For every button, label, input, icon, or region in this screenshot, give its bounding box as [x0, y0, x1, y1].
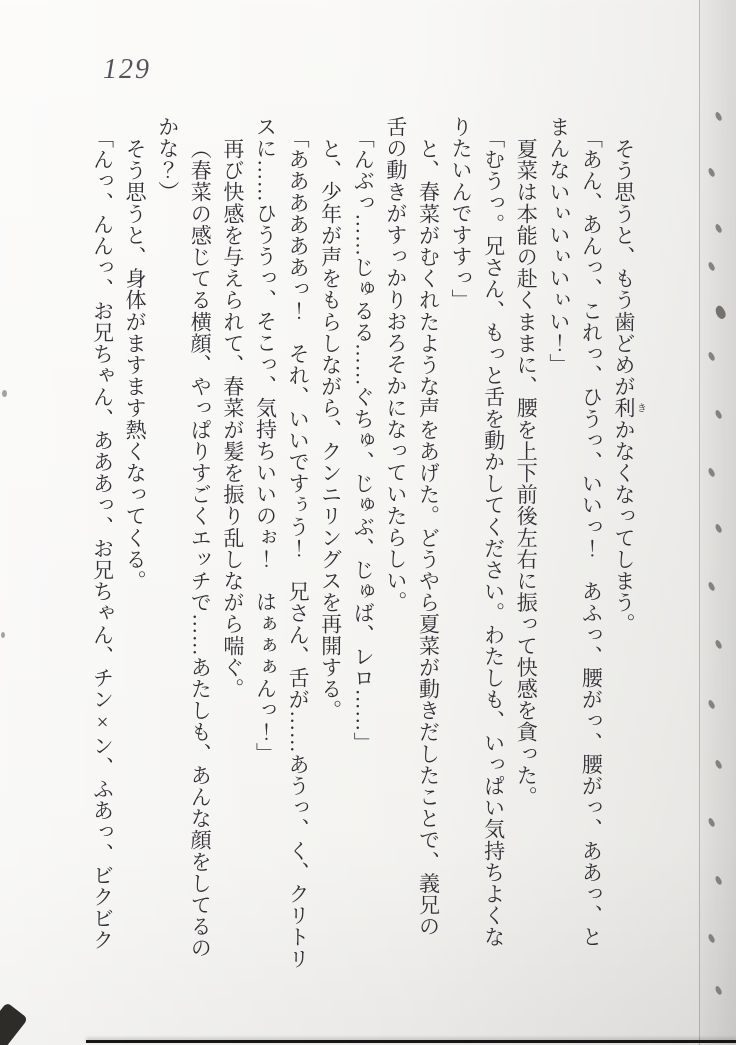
- scan-edge-tick: [714, 111, 723, 122]
- text-block: [88, 116, 645, 1031]
- scan-edge-tick: [707, 581, 716, 592]
- scan-edge-tick: [714, 523, 723, 534]
- text-column: 夏菜は本能の赴くままに、腰を上下前後左右に振って快感を貪った。: [514, 138, 539, 808]
- scan-edge-tick: [714, 639, 723, 650]
- scan-edge-tick: [707, 699, 716, 710]
- scan-edge-tick: [714, 223, 723, 234]
- scan-edge-tick: [707, 933, 716, 944]
- text-column: 「ああああああっ！ それ、いいですぅう！ 兄さん、舌が……あうっ、く、クリトリ: [286, 127, 311, 970]
- text-column: 舌の動きがすっかりおろそかになっていたらしい。: [383, 116, 408, 613]
- text-column: りたいんですすっ」: [449, 116, 474, 311]
- scan-edge-tick: [714, 875, 723, 886]
- scan-edge-tick: [707, 817, 716, 828]
- scan-corner-artifact: [0, 1002, 28, 1045]
- scan-edge-tick: [707, 351, 716, 362]
- text-column: 「あん、あんっ、これっ、ひうっ、いいっ！ あふっ、腰がっ、腰がっ、ああっ、と: [579, 127, 604, 948]
- page-number: 129: [103, 54, 151, 85]
- scan-edge-tick: [714, 759, 723, 770]
- text-column: 「んぶっ……じゅるる……ぐちゅ、じゅぶ、じゅば、レロ……」: [351, 127, 376, 754]
- scan-edge-tick: [713, 304, 727, 321]
- furigana-ruby: 利 き: [612, 397, 645, 419]
- scan-speck: [1, 632, 5, 638]
- text-column: かな？）: [155, 116, 180, 203]
- text-column: と、春菜がむくれたような声をあげた。どうやら夏菜が動きだしたことで、義兄の: [416, 138, 441, 938]
- text-column: そう思うと、もう歯どめが利 きかなくなってしまう。: [612, 138, 645, 635]
- scan-edge-tick: [707, 167, 716, 178]
- text-column: 「むうっ。兄さん、もっと舌を動かしてください。わたしも、いっぱい気持ちよくな: [481, 127, 506, 948]
- text-column: まんないぃいぃいぃい！」: [546, 116, 571, 376]
- text-column: と、少年が声をもらしながら、クンニリングスを再開する。: [318, 138, 343, 722]
- scan-bottom-edge-line: [86, 1040, 736, 1043]
- text-column: （春菜の感じてる横顔、やっぱりすごくエッチで……あたしも、あんな顔をしてるの: [188, 138, 213, 959]
- text-column: 「んっ、んんっ、お兄ちゃん、あああっ、お兄ちゃん、チン×ン、ふあっ、ビクビク: [90, 127, 115, 951]
- scan-edge-tick: [707, 467, 716, 478]
- scan-page-edge: [699, 0, 736, 1045]
- text-column: 再び快感を与えられて、春菜が髪を振り乱しながら喘ぐ。: [220, 138, 245, 700]
- scan-edge-tick: [714, 409, 723, 420]
- text-column: そう思うと、身体がますます熱くなってくる。: [123, 138, 148, 592]
- scan-edge-tick: [714, 985, 723, 996]
- text-column: スに……ひううっ、そこっ、気持ちいいのぉ！ はぁぁぁんっ！」: [253, 116, 278, 764]
- scan-speck: [2, 390, 7, 397]
- scan-edge-tick: [707, 261, 716, 272]
